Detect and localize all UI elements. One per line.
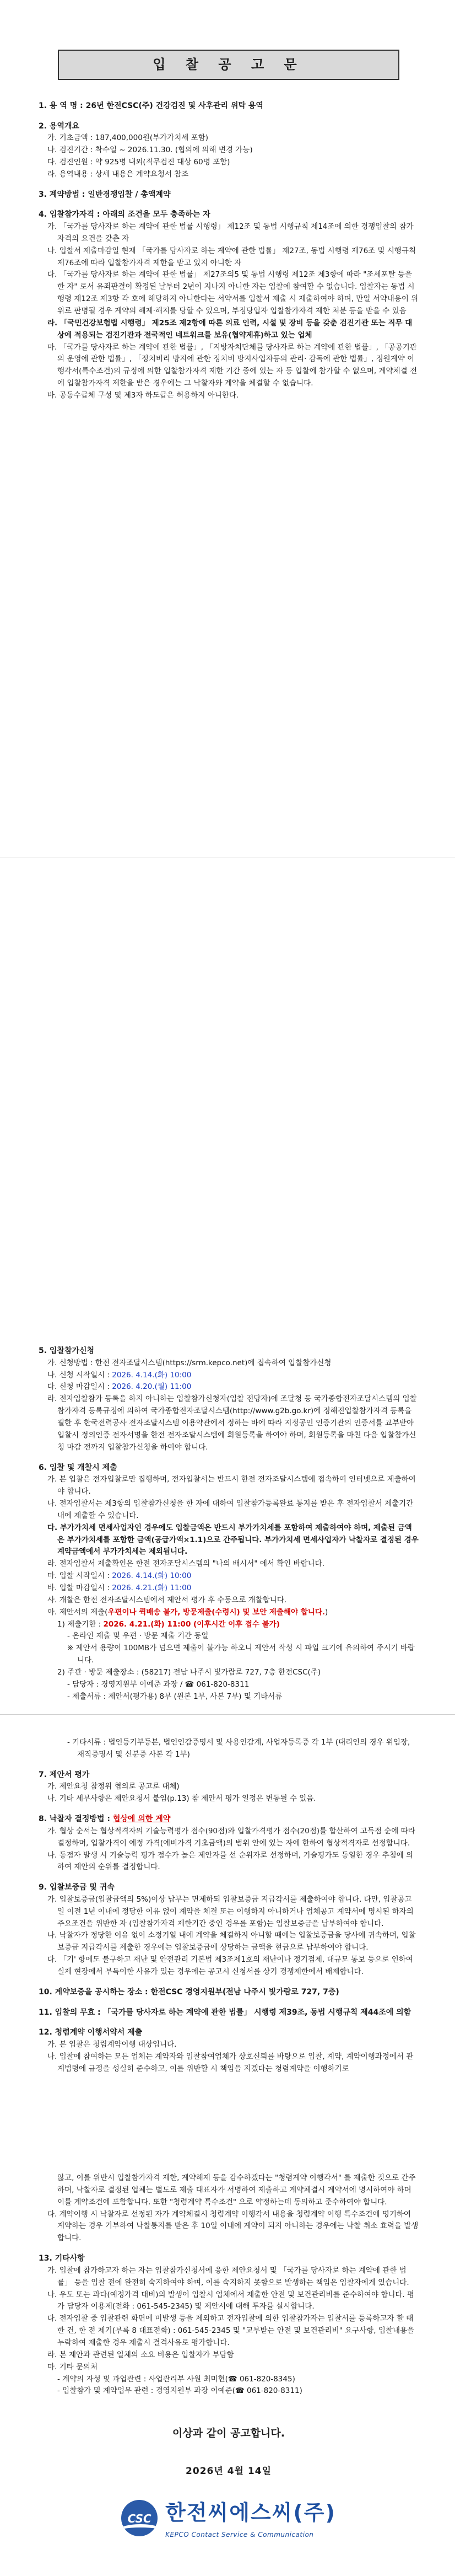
section-9-heading: 9. 입찰보증금 및 귀속 [39, 1883, 115, 1892]
closing-statement: 이상과 같이 공고합니다. [172, 2427, 285, 2440]
page-2 [0, 857, 455, 1715]
section-5-item: 가. 신청방법 : 한전 전자조달시스템(https://srm.kepco.net)에 접속하여 입찰참가신청 [47, 1358, 332, 1367]
section-2-item: 라. 용역내용 : 상세 내용은 계약요청서 참조 [47, 169, 189, 179]
logo-mark-text: CSC [127, 2512, 151, 2526]
section-5-item [47, 1370, 419, 1382]
section-2-heading: 2. 용역개요 [39, 121, 80, 131]
section-3 [39, 189, 419, 201]
page-3 [0, 1715, 455, 2576]
section-6-subitem: - 담당자 : 경영지원부 이예준 과장 / ☎ 061-820-8311 [67, 1679, 250, 1689]
section-6-item: 라. 전자입찰서 제출확인은 한전 전자조달시스템의 "나의 배시서" 에서 확인 바랍니다. [47, 1559, 325, 1569]
section-8-item: 가. 협상 순서는 협상적격자의 기술능력평가 점수(90점)와 입찰가격평가 점수(20점)를 합산하여 고득점 순에 따라 결정하며, 입찰가격이 예정 가격(예비가격 기초금액)의 범위 안에 있는 자에 한하여 협상적격자로 선정합니다. [47, 1826, 415, 1848]
section-5 [39, 1345, 419, 1454]
section-4-item: 다. 「국가를 당사자로 하는 계약에 관한 법률」 제27조의5 및 동법 시행령 제12조 제3항에 따라 "조세포탈 등을 한 자" 로서 유죄판결이 확정된 날부터 2년이 지나지 아니한 자는 입찰에 참여할 수 없습니다. 입찰자는 동법 시행령 제12조 제3항 각 호에 해당하지 아니한다는 서약서를 입찰서 제출 시 제출하여야 하며, 만일 서약내용이 위위로 판명될 경우 계약의 해제·해지를 당할 수 있으며, 부정당업자 입찰참가자격 제한 처분 등을 받을 수 있음 [47, 270, 419, 316]
section-6-item [47, 1607, 419, 1619]
section-6-subitem: ※ 제안서 용량이 100MB가 넘으면 제출이 불가능 하오니 제안서 작성 시 파일 크기에 유의하여 주시기 바랍니다. [67, 1644, 415, 1665]
section-7-item: 가. 제안요청 참정위 협의로 공고로 대체) [47, 1782, 180, 1791]
section-2-item: 가. 기초금액 : 187,400,000원(부가가치세 포함) [47, 133, 208, 143]
section-3-heading: 3. 계약방법 : 일반경쟁입찰 / 총액계약 [39, 190, 171, 199]
section-2-item: 나. 검진기간 : 착수일 ~ 2026.11.30. (협의에 의해 변경 가능) [47, 146, 253, 155]
section-6-subitem: 2) 주관 · 방문 제출장소 : (58217) 전남 나주시 빛가람로 727, 7층 한전CSC(주) [57, 1667, 321, 1677]
label: ) [325, 1607, 328, 1617]
label: 8. 낙찰자 결정방법 : [39, 1815, 113, 1824]
section-1-heading: 1. 용 역 명 : 26년 한전CSC(주) 건강검진 및 사후관리 위탁 용역 [39, 101, 263, 110]
section-2 [39, 120, 419, 181]
section-4-item-highlight: 라. 「국민건강보험법 시행령」 제25조 제2항에 따른 의료 인력, 시설 및 장비 등을 갖춘 검진기관 또는 직무 대상에 적용되는 검진기관과 전국적인 네트워크를 보유(협약제휴)하고 있는 업체 [47, 318, 413, 340]
company-logo [39, 2496, 419, 2541]
section-4-item: 가. 「국가를 당사자로 하는 계약에 관한 법률 시행령」 제12조 및 동법 시행규칙 제14조에 의한 경쟁입찰의 참가자격의 요건을 갖춘 자 [47, 222, 414, 243]
label: 나. 신청 시작일시 : [47, 1370, 112, 1380]
section-4-heading: 4. 입찰참가자격 : 아래의 조건을 모두 충족하는 자 [39, 210, 210, 219]
section-6 [39, 1462, 419, 1703]
award-method: 협상에 의한 계약 [112, 1815, 171, 1824]
section-13-item: 다. 전자입찰 중 입찰관련 화면에 미발생 등을 제외하고 전자입찰에 의한 입찰참가자는 입찰서를 등록하고자 할 때 한 건, 한 전 제기(부록 8 대표전화) : 061-545-2345 및 "교부받는 안전 및 보건관리비" 요구사항, 입찰내용을 누락하여 제출한 경우 제출시 결격사유로 평가합니다. [47, 2314, 415, 2347]
section-6-item [47, 1570, 419, 1582]
document-title: 입 찰 공 고 문 [58, 50, 399, 80]
label: 마. 입찰 시작일시 : [47, 1571, 112, 1581]
section-9-item: 가. 입찰보증금(입찰금액의 5%)이상 납부는 면제하되 입찰보증금 지급각서를 제출하여야 합니다. 다만, 입찰공고일 이전 1년 이내에 정당한 이유 없이 계약을 체결 또는 이행하지 아니하거나 업체공고 계약서에 명시된 하자의 주요조건을 위반한 자 (입찰참가자격 제한기간 중인 경우를 포함)는 입찰보증금을 납부하여야 합니다. [47, 1895, 414, 1928]
deadline-datetime: 2026. 4.20.(월) 11:00 [112, 1382, 192, 1392]
logo-text-block [165, 2496, 336, 2541]
section-6-item: 가. 본 입찰은 전자입찰로만 집행하며, 전자입찰서는 반드시 한전 전자조달시스템에 접속하여 인터넷으로 제출하여야 합니다. [47, 1475, 416, 1496]
page-1 [0, 0, 455, 857]
section-6-item: 나. 전자입찰서는 제3항의 입찰참가신청을 한 자에 대하여 입찰참가등록완료 통지를 받은 후 전자입찰서 제출기간 내에 제출할 수 있습니다. [47, 1499, 414, 1520]
section-7 [39, 1769, 419, 1805]
section-1 [39, 100, 419, 112]
section-9 [39, 1881, 419, 1978]
section-6-item-highlight: 다. 부가가치세 면세사업자인 경우에도 입찰금액은 반드시 부가가치세를 포함하여 제출하여야 하며, 제출된 금액은 부가가치세를 포함한 금액(공급가액×1.1)으로 간주됩니다. 부가가치세 면세사업자가 낙찰자로 결정된 경우 계약금액에서 부가가치세는 제외됩니다. [47, 1523, 419, 1557]
section-10-heading: 10. 계약보증을 공시하는 장소 : 한전CSC 경영지원부(전남 나주시 빛가람로 727, 7층) [39, 1987, 339, 1997]
section-13-item: 라. 본 제안과 관련된 일체의 소요 비용은 입찰자가 부담함 [47, 2350, 234, 2359]
section-11 [39, 2006, 419, 2019]
label: 1) 제출기한 : [57, 1619, 104, 1629]
section-6-item [47, 1582, 419, 1595]
section-6-subitem: - 제출서류 : 제안서(평가용) 8부 (원본 1부, 사본 7부) 및 기타서류 [67, 1692, 283, 1701]
section-13-heading: 13. 기타사항 [39, 2254, 85, 2263]
section-12 [39, 2026, 419, 2075]
company-name-english: KEPCO Contact Service & Communication [165, 2531, 314, 2539]
section-11-heading: 11. 입찰의 무효 : 「국가를 당사자로 하는 계약에 관한 법률」 시행령 제39조, 동법 시행규칙 제44조에 의함 [39, 2008, 411, 2017]
section-6-heading: 6. 입찰 및 개찰시 제출 [39, 1463, 117, 1472]
section-8 [39, 1813, 419, 1874]
section-12-item: 가. 본 입찰은 청렴계약이행 대상입니다. [47, 2040, 177, 2049]
label: 다. 신청 마감일시 : [47, 1382, 112, 1392]
section-4 [39, 208, 419, 402]
section-13-subitem: - 입찰참가 및 계약업무 관련 : 경영지원부 과장 이예준(☎ 061-820-8311) [57, 2386, 302, 2396]
section-6-subitem: - 온라인 제출 및 우편 · 방문 제출 기간 동일 [67, 1632, 209, 1641]
section-13-item: 나. 우도 또는 과다(예정가격 대비)의 발생이 입찰시 업체에서 제출한 안전 및 보건관리비를 준수하여야 합니다. 평가 담당자 이용제(전화 : 061-545-2345) 및 제안서에 대해 투자를 실시합니다. [47, 2290, 415, 2311]
section-12-heading: 12. 청렴계약 이행서약서 제출 [39, 2028, 143, 2037]
bid-deadline-datetime: 2026. 4.21.(화) 11:00 [112, 1583, 192, 1592]
bid-start-datetime: 2026. 4.14.(화) 10:00 [112, 1571, 192, 1581]
label: 바. 입찰 마감일시 : [47, 1583, 112, 1592]
section-9-item: 나. 낙찰자가 정당한 이유 없이 소정기일 내에 계약을 체결하지 아니할 때에는 입찰보증금을 당사에 귀속하며, 입찰보증금 지급각서를 제출한 경우에는 입찰보증금에 상당하는 금액을 현금으로 납부하여야 합니다. [47, 1931, 416, 1952]
section-7-heading: 7. 제안서 평가 [39, 1770, 90, 1779]
section-8-item: 나. 동점자 발생 시 기술능력 평가 점수가 높은 제안자를 선 순위자로 선정하며, 기술평가도 동일한 경우 추첨에 의하여 제안의 순위를 결정합니다. [47, 1850, 414, 1872]
section-9-item: 다. 「기' 항에도 불구하고 재난 및 안전관리 기본법 제3조제1호의 재난이나 정기점제, 대규모 통보 등으로 인하여 실제 현장에서 부득이한 사유가 있는 경우에는 공고시 신청서를 상기 경쟁제한에서 배제합니다. [47, 1955, 413, 1977]
section-7-item: 나. 기타 세부사항은 제안요청서 붙임(p.13) 참 제안서 평가 일정은 변동될 수 있음. [47, 1794, 316, 1804]
section-8-heading [39, 1813, 419, 1826]
section-5-item: 라. 전자입찰참가 등록을 하지 아니하는 입찰참가신청자(입찰 전당자)에 조달청 등 국가종합전자조달시스템의 입찰참가자격 등록규정에 의하여 국가종합전자조달시스템(http://www.g2b.go.kr)에 정해진입찰참가자격 등록을 필한 후 한국전력공사 전자조달시스템 이용약관에서 정하는 바에 따라 지정공인 인증기관의 인증서를 교부받아 입찰시 정의인증 전자서명을 한전 전자조달시스템에 회원등록을 하여야 하며, 회원등록을 마친 다음 입찰참가신청 마감 전까지 입찰참가신청을 하여야 합니다. [47, 1394, 417, 1452]
submission-deadline: 2026. 4.21.(화) 11:00 (이후시간 이후 접수 불가) [103, 1619, 280, 1629]
section-6-subitem [57, 1619, 419, 1631]
csc-logo-icon [121, 2500, 158, 2536]
section-4-item: 마. 「국가를 당사자로 하는 계약에 관한 법률」, 「지방자치단체를 당사자로 하는 계약에 관한 법률」, 「공공기관의 운영에 관한 법률」, 「정치비리 방지에 관한 정치비 방지사업자등의 관리· 감독에 관한 법률」, 정원계약 이행각서(특수조건)의 규정에 의한 입찰참가자격 제한 기간 중에 있는 자 등 입찰에 참가할 수 없으며, 계약체결 전에 입찰참가자격 제한을 받은 경우에는 그 낙찰자와 계약을 체결할 수 없습니다. [47, 342, 417, 388]
section-10 [39, 1986, 419, 1999]
start-datetime: 2026. 4.14.(화) 10:00 [112, 1370, 192, 1380]
section-13-item: 마. 기타 문의처 [47, 2362, 98, 2371]
section-13-item: 가. 입찰에 참가하고자 하는 자는 입찰참가신청서에 응한 제안요청서 및 「국가를 당사자로 하는 계약에 관한 법률」 등을 입찰 전에 완전히 숙지하여야 하며, 이를 숙지하지 못함으로 발생하는 책임은 입찰자에게 있습니다. [47, 2266, 409, 2287]
section-6-subitem: - 기타서류 : 법인등기부등본, 법인인감증명서 및 사용인감계, 사업자등록증 각 1부 (대리인의 경우 위임장, 재직증명서 및 신분증 사본 각 1부) [67, 1738, 410, 1759]
section-13 [39, 2252, 419, 2397]
section-6-item: 사. 개찰은 한전 전자조달시스템에서 제안서 평가 후 수동으로 개찰합니다. [47, 1595, 287, 1604]
company-name: 한전씨에스씨(주) [165, 2500, 336, 2525]
section-5-item [47, 1381, 419, 1393]
submission-warning: 우편이나 퀵배송 불가, 방문제출(수령시) 및 보안 제출해야 합니다. [107, 1607, 325, 1617]
section-12-item-continued: 않고, 이를 위반시 입찰참가자격 제한, 계약해제 등을 감수하겠다는 "청렴계약 이행각서" 를 제출한 것으로 간주하며, 낙찰자로 결정된 업체는 별도로 제출 대표자가 서명하여 제출하고 계약체결시 계약서에 명시하여야 하며 이를 계약조건에 포함합니다. 또한 "청렴계약 특수조건" 으로 약정하는데 동의하고 준수하여야 합니다. [57, 2174, 416, 2207]
label: 아. 제안서의 제출( [47, 1607, 108, 1617]
section-13-subitem: - 계약의 자성 및 과업관련 : 사업관리부 사원 최미현(☎ 061-820-8345) [57, 2374, 295, 2384]
section-12-item: 다. 계약이행 시 낙찰자로 선정된 자가 계약체결시 청렴계약 이행각서 내용을 청렴계약 이행 특수조건에 명기하여 계약하는 경우 기부하여 낙찰통지를 받은 후 10일 이내에 계약이 되지 아니하는 경우에는 낙찰 취소 효력을 발생 합니다. [47, 2209, 419, 2243]
section-4-item: 나. 입찰서 제출마감일 현재 「국가를 당사자로 하는 계약에 관한 법률」 제27조, 동법 시행령 제76조 및 시행규칙 제76조에 따라 입찰참가자격 제한을 받고 있지 아니한 자 [47, 246, 416, 267]
section-4-item: 바. 공동수급체 구성 및 제3자 하도급은 허용하지 아니한다. [47, 391, 239, 400]
section-2-item: 다. 검진인원 : 약 925명 내외(직무검진 대상 60명 포함) [47, 157, 230, 167]
section-12-item: 나. 입찰에 참여하는 모든 업체는 계약자와 입찰참여업체가 상호신뢰를 바탕으로 입찰, 계약, 계약이행과정에서 관계법령에 규정을 성실히 준수하고, 이를 위반할 시 책임을 지겠다는 청렴계약을 이행하기로 [47, 2052, 414, 2073]
section-5-heading: 5. 입찰참가신청 [39, 1346, 95, 1355]
announcement-date: 2026년 4월 14일 [186, 2466, 272, 2477]
